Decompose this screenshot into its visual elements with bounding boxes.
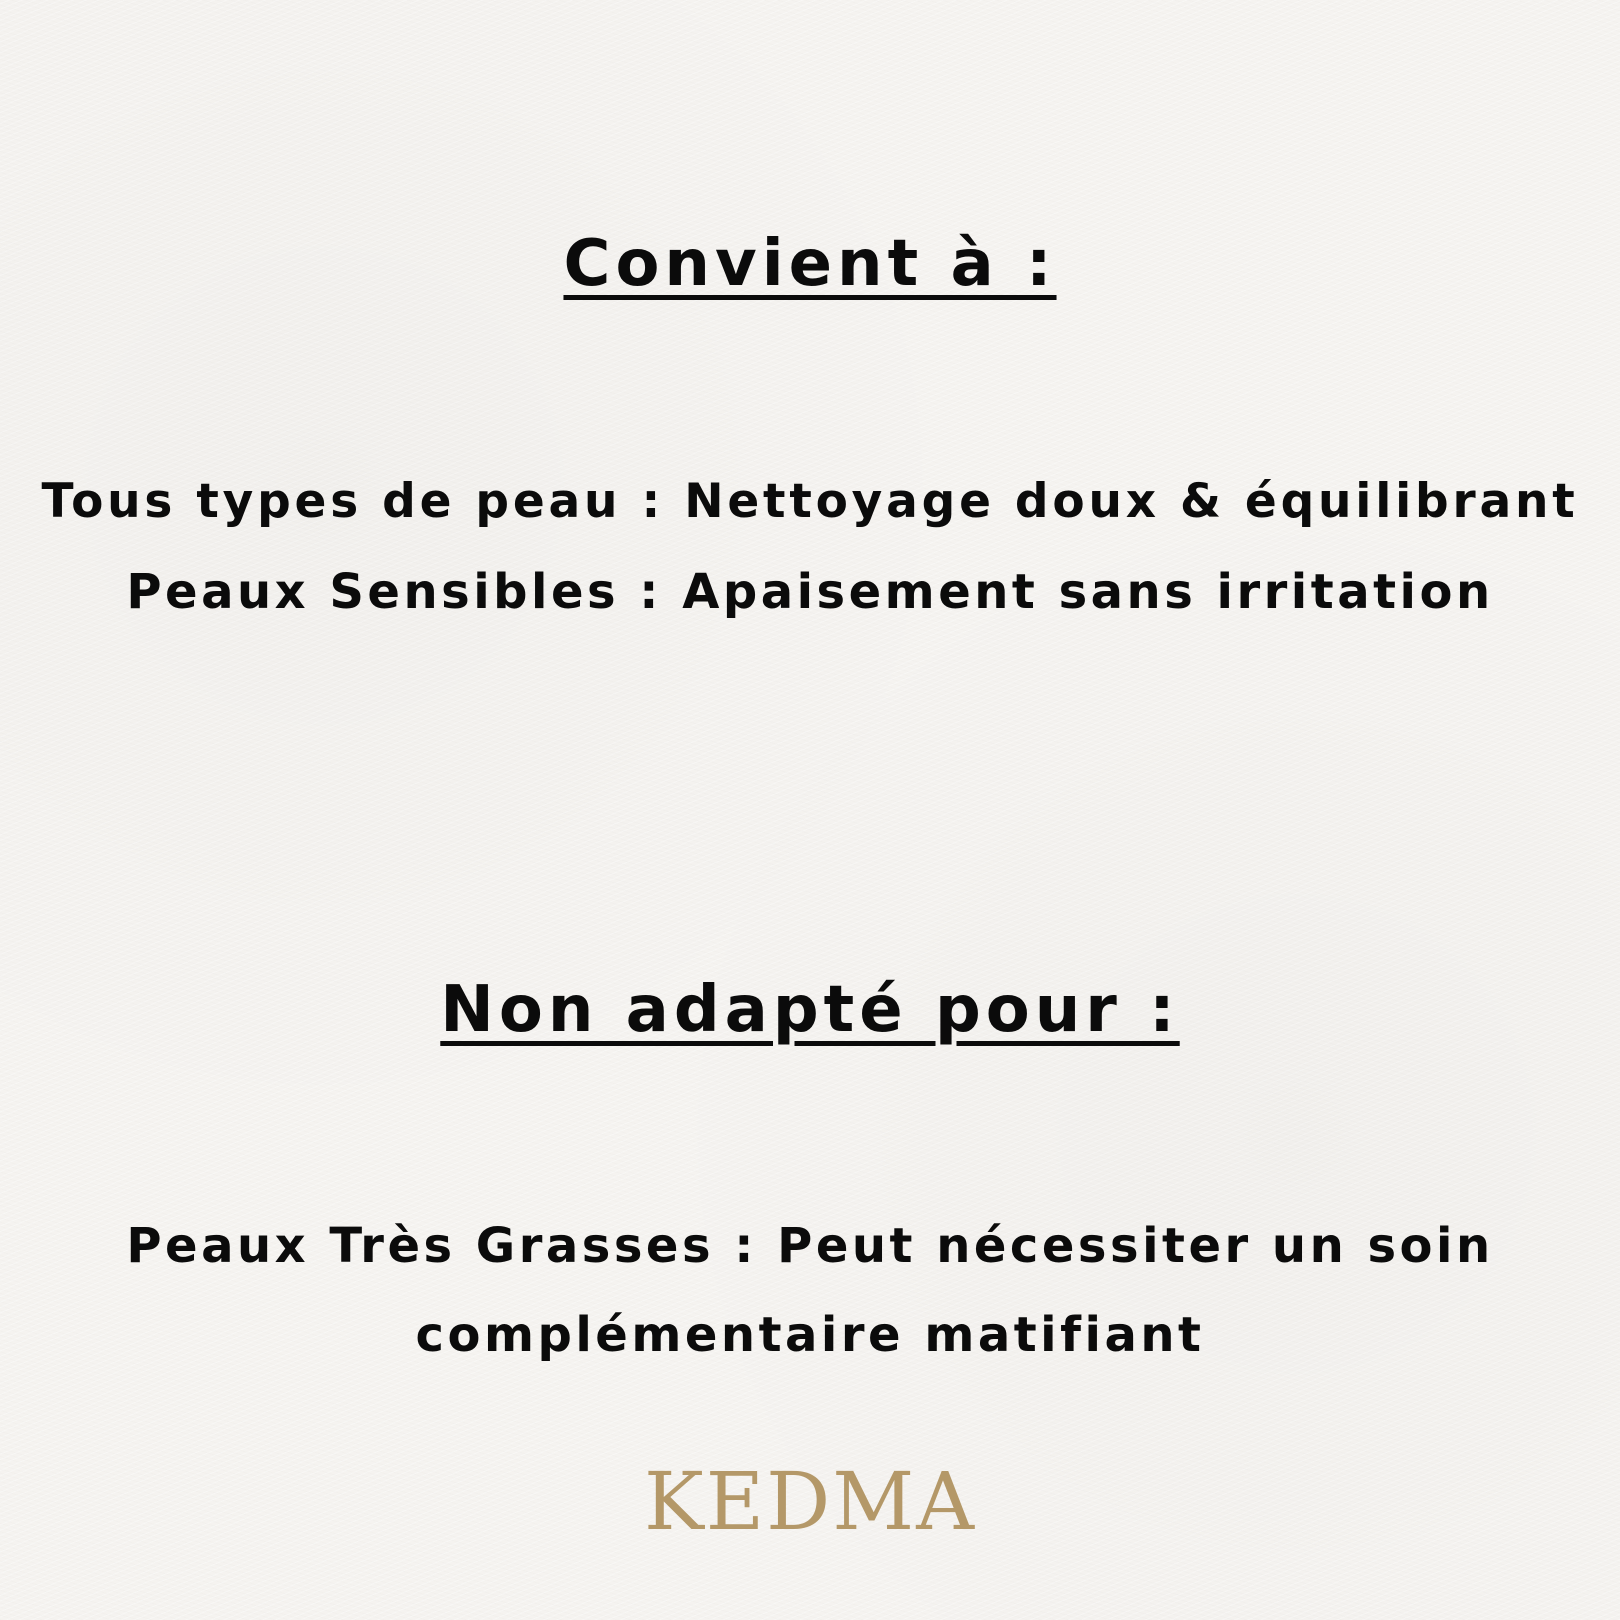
suitable-line-sensitive-skin: Peaux Sensibles : Apaisement sans irritation [126,564,1494,620]
suitable-heading-text: Convient à : [563,227,1057,301]
unsuitable-line-oily-skin-continued: complémentaire matifiant [415,1307,1205,1363]
suitable-heading [0,227,1620,301]
unsuitable-heading-text: Non adapté pour : [440,973,1180,1047]
suitable-line-all-skin: Tous types de peau : Nettoyage doux & équilibrant [41,474,1579,529]
unsuitable-heading [0,973,1620,1047]
unsuitable-line-oily-skin: Peaux Très Grasses : Peut nécessiter un soin [126,1218,1494,1274]
brand-logo: KEDMA [644,1455,976,1548]
